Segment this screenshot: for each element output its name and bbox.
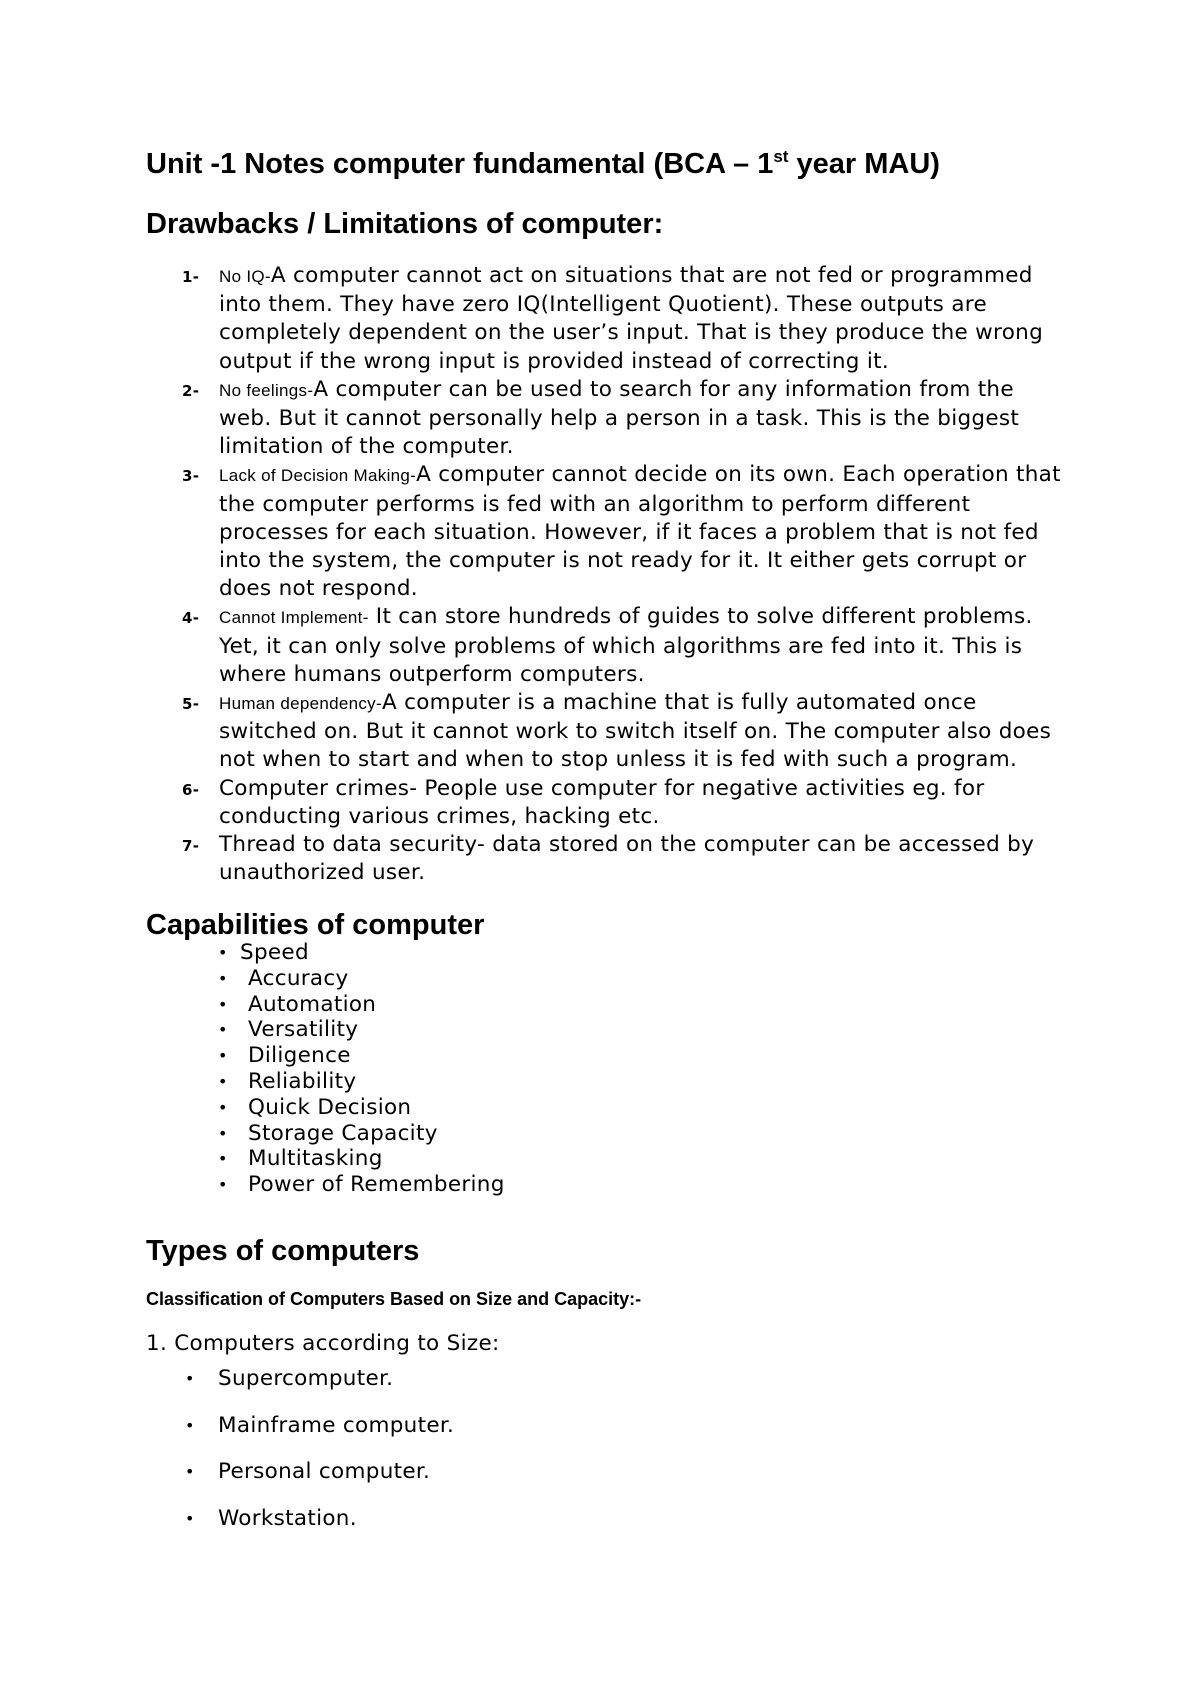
list-item (0, 966, 505, 992)
list-item (0, 1505, 454, 1552)
title-main: Unit -1 Notes computer fundamental (BCA – 1 (146, 148, 774, 180)
item-term: Lack of Decision Making- (219, 466, 417, 486)
bullet-icon: • (218, 1123, 228, 1143)
item-text: Workstation. (218, 1505, 357, 1531)
list-item (0, 831, 1069, 887)
list-item (0, 1365, 454, 1412)
bullet-icon: • (218, 943, 228, 962)
item-text: Mainframe computer. (218, 1412, 455, 1438)
item-text: Multitasking (248, 1146, 383, 1172)
list-item (0, 1017, 505, 1043)
bullet-icon: • (185, 1508, 195, 1528)
item-text: A computer cannot decide on its own. Each operation that the computer performs is fed with an algorithm to perform different processes for each situation. However, if it faces a problem that is not fed into the system, the computer is not ready for it. It either gets corrupt or does not respond. (219, 462, 1061, 602)
list-item (0, 376, 1069, 462)
bullet-icon: • (185, 1369, 195, 1388)
list-item (0, 992, 505, 1018)
list-item (0, 1412, 454, 1459)
capabilities-list (0, 940, 505, 1198)
item-text: Supercomputer. (218, 1366, 394, 1391)
item-number: 2- (182, 381, 200, 400)
item-term: Cannot Implement- (219, 608, 369, 628)
size-list (0, 1365, 454, 1551)
bullet-icon: • (185, 1415, 195, 1435)
item-number: 1- (182, 268, 200, 286)
item-number: 5- (182, 695, 200, 714)
item-text: Accuracy (248, 965, 349, 991)
item-text: A computer can be used to search for any information from the web. But it cannot personally help a person in a task. This is the biggest limitation of the computer. (219, 376, 1020, 460)
item-text: Diligence (248, 1043, 351, 1069)
list-item (0, 461, 1069, 603)
item-text: Storage Capacity (248, 1120, 438, 1146)
item-text: Personal computer. (218, 1459, 431, 1484)
bullet-icon: • (185, 1462, 195, 1481)
bullet-icon: • (218, 1175, 228, 1195)
document-title (146, 148, 940, 181)
item-text: Quick Decision (248, 1094, 412, 1120)
list-item (0, 1458, 454, 1505)
list-item (0, 689, 1069, 775)
bullet-icon: • (218, 1020, 228, 1040)
item-text: Thread to data security- data stored on the computer can be accessed by unauthorized user. (219, 832, 1035, 886)
bullet-icon: • (218, 968, 228, 988)
list-item (0, 262, 1069, 376)
drawbacks-list (0, 262, 1200, 887)
item-term: No IQ- (219, 267, 271, 286)
size-intro: 1. Computers according to Size: (146, 1331, 500, 1356)
item-number: 6- (182, 780, 200, 799)
item-text: A computer cannot act on situations that are not fed or programmed into them. They have zero IQ(Intelligent Quotient). These outputs are completely dependent on the user’s input. That is they produce the wrong output if the wrong input is provided instead of correcting it. (219, 263, 1044, 374)
item-text: A computer is a machine that is fully automated once switched on. But it cannot work to switch itself on. The computer also does not when to start and when to stop unless it is fed with such a program. (219, 690, 1052, 773)
list-item (0, 1043, 505, 1069)
list-item (0, 940, 505, 966)
bullet-icon: • (218, 1046, 228, 1066)
list-item (0, 603, 1069, 689)
item-text: Versatility (248, 1017, 359, 1043)
item-number: 3- (182, 467, 200, 486)
item-text: Power of Remembering (248, 1172, 505, 1198)
list-item (0, 1069, 505, 1095)
item-text: Computer crimes- People use computer for negative activities eg. for conducting various crimes, hacking etc. (219, 775, 985, 829)
capabilities-heading: Capabilities of computer (146, 909, 485, 941)
item-term: No feelings- (219, 380, 314, 400)
list-item (0, 1146, 505, 1172)
list-item (0, 1121, 505, 1147)
bullet-icon: • (218, 1071, 228, 1091)
item-text: Automation (248, 991, 377, 1017)
item-text: Speed (240, 940, 309, 965)
drawbacks-heading: Drawbacks / Limitations of computer: (146, 208, 664, 240)
title-tail: year MAU) (788, 148, 940, 180)
item-text: Reliability (248, 1068, 357, 1094)
item-number: 7- (182, 837, 200, 856)
title-superscript: st (773, 147, 789, 166)
item-term: Human dependency- (219, 694, 382, 714)
list-item (0, 1095, 505, 1121)
types-heading: Types of computers (146, 1235, 420, 1267)
item-number: 4- (182, 609, 200, 628)
classification-heading: Classification of Computers Based on Size and Capacity:- (146, 1289, 642, 1309)
item-text: It can store hundreds of guides to solve different problems. Yet, it can only solve problems of which algorithms are fed into it. This is where humans outperform computers. (219, 604, 1033, 687)
list-item (0, 1172, 505, 1198)
bullet-icon: • (218, 994, 228, 1014)
list-item (0, 775, 1069, 831)
bullet-icon: • (218, 1097, 228, 1117)
bullet-icon: • (218, 1149, 228, 1169)
